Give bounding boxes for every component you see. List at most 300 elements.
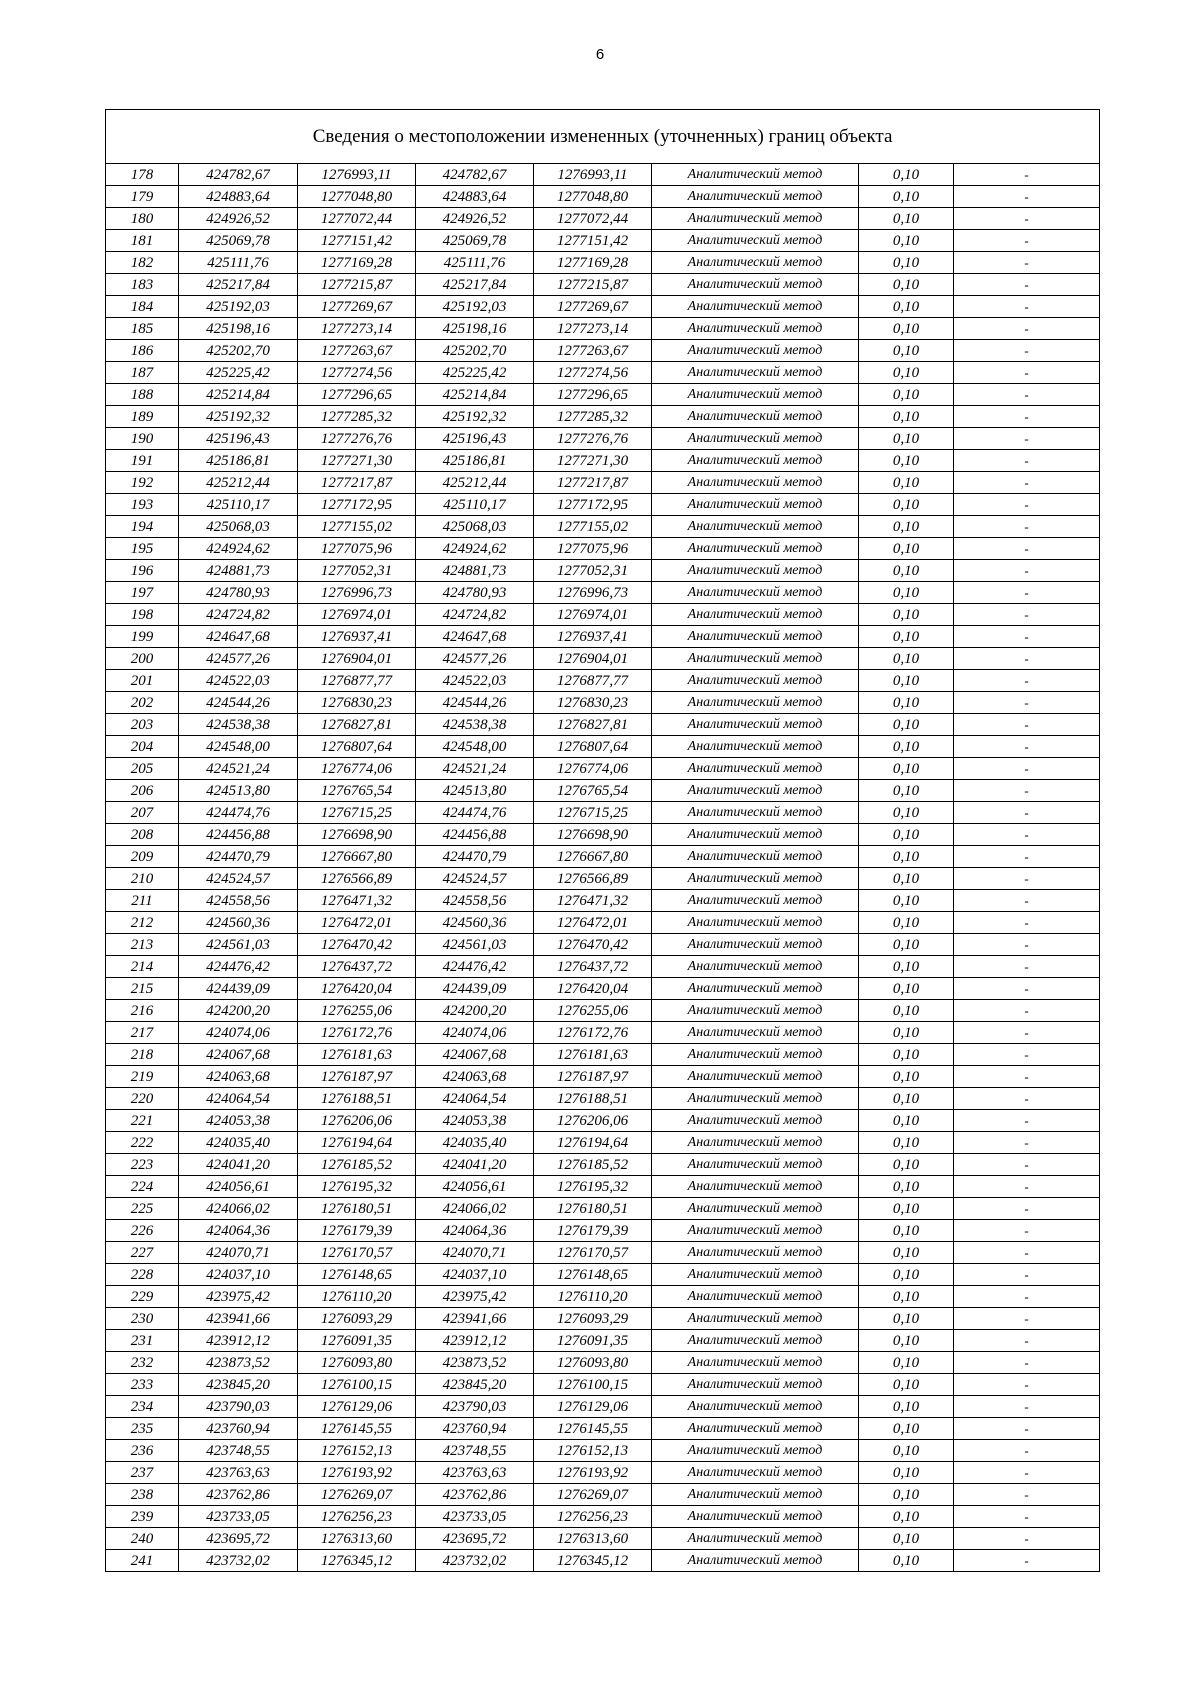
description-cell: - — [954, 868, 1100, 890]
method-cell: Аналитический метод — [652, 1528, 859, 1550]
x-existing-cell: 423748,55 — [179, 1440, 298, 1462]
point-number-cell: 230 — [106, 1308, 179, 1330]
method-cell: Аналитический метод — [652, 1396, 859, 1418]
x-existing-cell: 423760,94 — [179, 1418, 298, 1440]
x-new-cell: 423695,72 — [416, 1528, 534, 1550]
description-cell: - — [954, 318, 1100, 340]
description-cell: - — [954, 1418, 1100, 1440]
x-new-cell: 424883,64 — [416, 186, 534, 208]
y-new-cell: 1276313,60 — [534, 1528, 652, 1550]
table-row — [106, 802, 1100, 824]
x-existing-cell: 423763,63 — [179, 1462, 298, 1484]
method-cell: Аналитический метод — [652, 1484, 859, 1506]
point-number-cell: 226 — [106, 1220, 179, 1242]
y-new-cell: 1276180,51 — [534, 1198, 652, 1220]
method-cell: Аналитический метод — [652, 340, 859, 362]
description-cell: - — [954, 1220, 1100, 1242]
description-cell: - — [954, 1286, 1100, 1308]
description-cell: - — [954, 1462, 1100, 1484]
description-cell: - — [954, 164, 1100, 186]
point-number-cell: 222 — [106, 1132, 179, 1154]
x-existing-cell: 423845,20 — [179, 1374, 298, 1396]
y-new-cell: 1277052,31 — [534, 560, 652, 582]
y-existing-cell: 1276420,04 — [298, 978, 416, 1000]
table-title: Сведения о местоположении измененных (уточненных) границ объекта — [106, 110, 1100, 164]
x-existing-cell: 424924,62 — [179, 538, 298, 560]
method-cell: Аналитический метод — [652, 956, 859, 978]
point-number-cell: 179 — [106, 186, 179, 208]
description-cell: - — [954, 406, 1100, 428]
x-existing-cell: 425110,17 — [179, 494, 298, 516]
x-new-cell: 424041,20 — [416, 1154, 534, 1176]
table-row — [106, 186, 1100, 208]
point-number-cell: 215 — [106, 978, 179, 1000]
y-new-cell: 1277274,56 — [534, 362, 652, 384]
method-cell: Аналитический метод — [652, 252, 859, 274]
x-existing-cell: 423975,42 — [179, 1286, 298, 1308]
x-new-cell: 424560,36 — [416, 912, 534, 934]
description-cell: - — [954, 230, 1100, 252]
y-existing-cell: 1276993,11 — [298, 164, 416, 186]
y-existing-cell: 1276206,06 — [298, 1110, 416, 1132]
y-existing-cell: 1276093,80 — [298, 1352, 416, 1374]
method-cell: Аналитический метод — [652, 1088, 859, 1110]
description-cell: - — [954, 714, 1100, 736]
description-cell: - — [954, 846, 1100, 868]
table-row — [106, 362, 1100, 384]
x-existing-cell: 424647,68 — [179, 626, 298, 648]
x-new-cell: 424782,67 — [416, 164, 534, 186]
y-existing-cell: 1276807,64 — [298, 736, 416, 758]
x-existing-cell: 423790,03 — [179, 1396, 298, 1418]
x-new-cell: 425111,76 — [416, 252, 534, 274]
accuracy-cell: 0,10 — [859, 736, 954, 758]
x-new-cell: 424558,56 — [416, 890, 534, 912]
y-new-cell: 1277151,42 — [534, 230, 652, 252]
accuracy-cell: 0,10 — [859, 186, 954, 208]
y-existing-cell: 1276877,77 — [298, 670, 416, 692]
x-existing-cell: 424577,26 — [179, 648, 298, 670]
y-new-cell: 1277296,65 — [534, 384, 652, 406]
x-new-cell: 423762,86 — [416, 1484, 534, 1506]
table-body — [106, 110, 1100, 1572]
method-cell: Аналитический метод — [652, 538, 859, 560]
x-new-cell: 423760,94 — [416, 1418, 534, 1440]
accuracy-cell: 0,10 — [859, 1088, 954, 1110]
table-row — [106, 560, 1100, 582]
y-existing-cell: 1276345,12 — [298, 1550, 416, 1572]
y-new-cell: 1276100,15 — [534, 1374, 652, 1396]
x-new-cell: 424037,10 — [416, 1264, 534, 1286]
x-new-cell: 425202,70 — [416, 340, 534, 362]
point-number-cell: 213 — [106, 934, 179, 956]
method-cell: Аналитический метод — [652, 1418, 859, 1440]
y-existing-cell: 1277048,80 — [298, 186, 416, 208]
description-cell: - — [954, 604, 1100, 626]
description-cell: - — [954, 1374, 1100, 1396]
x-existing-cell: 424470,79 — [179, 846, 298, 868]
point-number-cell: 217 — [106, 1022, 179, 1044]
description-cell: - — [954, 1242, 1100, 1264]
x-new-cell: 423733,05 — [416, 1506, 534, 1528]
x-new-cell: 424924,62 — [416, 538, 534, 560]
x-existing-cell: 424476,42 — [179, 956, 298, 978]
y-existing-cell: 1277274,56 — [298, 362, 416, 384]
x-existing-cell: 424066,02 — [179, 1198, 298, 1220]
y-new-cell: 1276471,32 — [534, 890, 652, 912]
accuracy-cell: 0,10 — [859, 1154, 954, 1176]
y-new-cell: 1276420,04 — [534, 978, 652, 1000]
point-number-cell: 240 — [106, 1528, 179, 1550]
y-existing-cell: 1276715,25 — [298, 802, 416, 824]
y-new-cell: 1276774,06 — [534, 758, 652, 780]
x-existing-cell: 424780,93 — [179, 582, 298, 604]
x-new-cell: 424521,24 — [416, 758, 534, 780]
y-existing-cell: 1276152,13 — [298, 1440, 416, 1462]
description-cell: - — [954, 1484, 1100, 1506]
description-cell: - — [954, 538, 1100, 560]
point-number-cell: 181 — [106, 230, 179, 252]
description-cell: - — [954, 1176, 1100, 1198]
method-cell: Аналитический метод — [652, 450, 859, 472]
description-cell: - — [954, 1132, 1100, 1154]
accuracy-cell: 0,10 — [859, 1506, 954, 1528]
table-row — [106, 846, 1100, 868]
method-cell: Аналитический метод — [652, 626, 859, 648]
x-existing-cell: 425225,42 — [179, 362, 298, 384]
method-cell: Аналитический метод — [652, 1440, 859, 1462]
y-new-cell: 1276195,32 — [534, 1176, 652, 1198]
table-row — [106, 472, 1100, 494]
table-row — [106, 1066, 1100, 1088]
point-number-cell: 184 — [106, 296, 179, 318]
point-number-cell: 236 — [106, 1440, 179, 1462]
x-new-cell: 423748,55 — [416, 1440, 534, 1462]
description-cell: - — [954, 1352, 1100, 1374]
point-number-cell: 196 — [106, 560, 179, 582]
y-existing-cell: 1277155,02 — [298, 516, 416, 538]
description-cell: - — [954, 1506, 1100, 1528]
method-cell: Аналитический метод — [652, 1308, 859, 1330]
y-new-cell: 1276667,80 — [534, 846, 652, 868]
y-new-cell: 1277269,67 — [534, 296, 652, 318]
description-cell: - — [954, 1396, 1100, 1418]
y-existing-cell: 1277215,87 — [298, 274, 416, 296]
method-cell: Аналитический метод — [652, 1374, 859, 1396]
x-new-cell: 424647,68 — [416, 626, 534, 648]
table-row — [106, 428, 1100, 450]
x-existing-cell: 424560,36 — [179, 912, 298, 934]
x-new-cell: 424476,42 — [416, 956, 534, 978]
y-new-cell: 1276256,23 — [534, 1506, 652, 1528]
x-new-cell: 425192,03 — [416, 296, 534, 318]
table-row — [106, 1352, 1100, 1374]
table-row — [106, 1462, 1100, 1484]
x-existing-cell: 425069,78 — [179, 230, 298, 252]
method-cell: Аналитический метод — [652, 1264, 859, 1286]
table-row — [106, 318, 1100, 340]
x-existing-cell: 423873,52 — [179, 1352, 298, 1374]
accuracy-cell: 0,10 — [859, 956, 954, 978]
method-cell: Аналитический метод — [652, 758, 859, 780]
x-new-cell: 424074,06 — [416, 1022, 534, 1044]
point-number-cell: 239 — [106, 1506, 179, 1528]
x-existing-cell: 424522,03 — [179, 670, 298, 692]
y-new-cell: 1276345,12 — [534, 1550, 652, 1572]
accuracy-cell: 0,10 — [859, 1110, 954, 1132]
accuracy-cell: 0,10 — [859, 164, 954, 186]
y-new-cell: 1277072,44 — [534, 208, 652, 230]
y-existing-cell: 1277052,31 — [298, 560, 416, 582]
y-existing-cell: 1276180,51 — [298, 1198, 416, 1220]
y-existing-cell: 1277169,28 — [298, 252, 416, 274]
x-existing-cell: 425192,03 — [179, 296, 298, 318]
x-new-cell: 423732,02 — [416, 1550, 534, 1572]
x-new-cell: 424513,80 — [416, 780, 534, 802]
point-number-cell: 186 — [106, 340, 179, 362]
x-new-cell: 424544,26 — [416, 692, 534, 714]
table-row — [106, 934, 1100, 956]
y-existing-cell: 1276698,90 — [298, 824, 416, 846]
x-existing-cell: 424070,71 — [179, 1242, 298, 1264]
x-existing-cell: 425217,84 — [179, 274, 298, 296]
point-number-cell: 183 — [106, 274, 179, 296]
y-existing-cell: 1276937,41 — [298, 626, 416, 648]
point-number-cell: 211 — [106, 890, 179, 912]
point-number-cell: 198 — [106, 604, 179, 626]
table-row — [106, 164, 1100, 186]
x-existing-cell: 424561,03 — [179, 934, 298, 956]
x-new-cell: 424066,02 — [416, 1198, 534, 1220]
table-row — [106, 1000, 1100, 1022]
description-cell: - — [954, 1022, 1100, 1044]
accuracy-cell: 0,10 — [859, 912, 954, 934]
table-row — [106, 1264, 1100, 1286]
x-existing-cell: 425212,44 — [179, 472, 298, 494]
point-number-cell: 227 — [106, 1242, 179, 1264]
y-new-cell: 1276974,01 — [534, 604, 652, 626]
description-cell: - — [954, 780, 1100, 802]
point-number-cell: 195 — [106, 538, 179, 560]
method-cell: Аналитический метод — [652, 494, 859, 516]
method-cell: Аналитический метод — [652, 802, 859, 824]
y-new-cell: 1276206,06 — [534, 1110, 652, 1132]
y-new-cell: 1276255,06 — [534, 1000, 652, 1022]
x-new-cell: 423845,20 — [416, 1374, 534, 1396]
table-row — [106, 1308, 1100, 1330]
point-number-cell: 208 — [106, 824, 179, 846]
table-row — [106, 1484, 1100, 1506]
y-new-cell: 1276269,07 — [534, 1484, 652, 1506]
y-existing-cell: 1276093,29 — [298, 1308, 416, 1330]
description-cell: - — [954, 1528, 1100, 1550]
y-existing-cell: 1276472,01 — [298, 912, 416, 934]
x-new-cell: 424470,79 — [416, 846, 534, 868]
accuracy-cell: 0,10 — [859, 714, 954, 736]
y-new-cell: 1277273,14 — [534, 318, 652, 340]
accuracy-cell: 0,10 — [859, 560, 954, 582]
accuracy-cell: 0,10 — [859, 648, 954, 670]
method-cell: Аналитический метод — [652, 1242, 859, 1264]
x-existing-cell: 424881,73 — [179, 560, 298, 582]
point-number-cell: 180 — [106, 208, 179, 230]
method-cell: Аналитический метод — [652, 1462, 859, 1484]
description-cell: - — [954, 428, 1100, 450]
y-new-cell: 1277263,67 — [534, 340, 652, 362]
y-new-cell: 1276996,73 — [534, 582, 652, 604]
method-cell: Аналитический метод — [652, 1220, 859, 1242]
y-new-cell: 1277276,76 — [534, 428, 652, 450]
y-existing-cell: 1277172,95 — [298, 494, 416, 516]
y-existing-cell: 1277217,87 — [298, 472, 416, 494]
table-row — [106, 208, 1100, 230]
accuracy-cell: 0,10 — [859, 780, 954, 802]
method-cell: Аналитический метод — [652, 582, 859, 604]
y-new-cell: 1276145,55 — [534, 1418, 652, 1440]
accuracy-cell: 0,10 — [859, 274, 954, 296]
y-new-cell: 1276187,97 — [534, 1066, 652, 1088]
accuracy-cell: 0,10 — [859, 868, 954, 890]
x-new-cell: 424070,71 — [416, 1242, 534, 1264]
description-cell: - — [954, 670, 1100, 692]
y-new-cell: 1277172,95 — [534, 494, 652, 516]
boundary-coordinates-table — [105, 109, 1100, 1572]
y-new-cell: 1276470,42 — [534, 934, 652, 956]
method-cell: Аналитический метод — [652, 164, 859, 186]
x-new-cell: 424056,61 — [416, 1176, 534, 1198]
point-number-cell: 209 — [106, 846, 179, 868]
y-new-cell: 1277155,02 — [534, 516, 652, 538]
x-new-cell: 424439,09 — [416, 978, 534, 1000]
point-number-cell: 218 — [106, 1044, 179, 1066]
description-cell: - — [954, 274, 1100, 296]
x-existing-cell: 425202,70 — [179, 340, 298, 362]
description-cell: - — [954, 582, 1100, 604]
accuracy-cell: 0,10 — [859, 494, 954, 516]
x-existing-cell: 424063,68 — [179, 1066, 298, 1088]
table-row — [106, 1506, 1100, 1528]
y-new-cell: 1276091,35 — [534, 1330, 652, 1352]
point-number-cell: 235 — [106, 1418, 179, 1440]
point-number-cell: 206 — [106, 780, 179, 802]
accuracy-cell: 0,10 — [859, 758, 954, 780]
method-cell: Аналитический метод — [652, 1550, 859, 1572]
y-existing-cell: 1276255,06 — [298, 1000, 416, 1022]
method-cell: Аналитический метод — [652, 868, 859, 890]
table-row — [106, 692, 1100, 714]
y-existing-cell: 1276774,06 — [298, 758, 416, 780]
accuracy-cell: 0,10 — [859, 1066, 954, 1088]
y-new-cell: 1276179,39 — [534, 1220, 652, 1242]
y-new-cell: 1277075,96 — [534, 538, 652, 560]
description-cell: - — [954, 1110, 1100, 1132]
x-existing-cell: 423732,02 — [179, 1550, 298, 1572]
x-new-cell: 424780,93 — [416, 582, 534, 604]
y-existing-cell: 1276188,51 — [298, 1088, 416, 1110]
accuracy-cell: 0,10 — [859, 824, 954, 846]
x-new-cell: 424577,26 — [416, 648, 534, 670]
x-existing-cell: 424200,20 — [179, 1000, 298, 1022]
table-row — [106, 252, 1100, 274]
accuracy-cell: 0,10 — [859, 230, 954, 252]
x-new-cell: 424724,82 — [416, 604, 534, 626]
accuracy-cell: 0,10 — [859, 340, 954, 362]
y-new-cell: 1277215,87 — [534, 274, 652, 296]
y-existing-cell: 1277271,30 — [298, 450, 416, 472]
table-row — [106, 494, 1100, 516]
method-cell: Аналитический метод — [652, 736, 859, 758]
point-number-cell: 201 — [106, 670, 179, 692]
point-number-cell: 221 — [106, 1110, 179, 1132]
description-cell: - — [954, 1066, 1100, 1088]
y-new-cell: 1277271,30 — [534, 450, 652, 472]
point-number-cell: 212 — [106, 912, 179, 934]
x-existing-cell: 424439,09 — [179, 978, 298, 1000]
x-existing-cell: 424064,36 — [179, 1220, 298, 1242]
accuracy-cell: 0,10 — [859, 362, 954, 384]
point-number-cell: 199 — [106, 626, 179, 648]
x-new-cell: 423941,66 — [416, 1308, 534, 1330]
method-cell: Аналитический метод — [652, 978, 859, 1000]
y-existing-cell: 1276110,20 — [298, 1286, 416, 1308]
table-row — [106, 516, 1100, 538]
table-row — [106, 230, 1100, 252]
y-new-cell: 1276170,57 — [534, 1242, 652, 1264]
accuracy-cell: 0,10 — [859, 1308, 954, 1330]
accuracy-cell: 0,10 — [859, 1418, 954, 1440]
y-new-cell: 1276110,20 — [534, 1286, 652, 1308]
description-cell: - — [954, 1440, 1100, 1462]
y-existing-cell: 1276195,32 — [298, 1176, 416, 1198]
method-cell: Аналитический метод — [652, 406, 859, 428]
method-cell: Аналитический метод — [652, 516, 859, 538]
point-number-cell: 191 — [106, 450, 179, 472]
description-cell: - — [954, 890, 1100, 912]
method-cell: Аналитический метод — [652, 472, 859, 494]
method-cell: Аналитический метод — [652, 1044, 859, 1066]
table-row — [106, 406, 1100, 428]
table-row — [106, 604, 1100, 626]
point-number-cell: 193 — [106, 494, 179, 516]
x-existing-cell: 425198,16 — [179, 318, 298, 340]
table-row — [106, 648, 1100, 670]
x-existing-cell: 424782,67 — [179, 164, 298, 186]
method-cell: Аналитический метод — [652, 186, 859, 208]
point-number-cell: 202 — [106, 692, 179, 714]
y-new-cell: 1277169,28 — [534, 252, 652, 274]
y-new-cell: 1277285,32 — [534, 406, 652, 428]
x-new-cell: 423912,12 — [416, 1330, 534, 1352]
y-new-cell: 1276093,29 — [534, 1308, 652, 1330]
x-new-cell: 424035,40 — [416, 1132, 534, 1154]
point-number-cell: 187 — [106, 362, 179, 384]
description-cell: - — [954, 956, 1100, 978]
x-existing-cell: 425214,84 — [179, 384, 298, 406]
method-cell: Аналитический метод — [652, 362, 859, 384]
table-row — [106, 912, 1100, 934]
y-existing-cell: 1276100,15 — [298, 1374, 416, 1396]
table-row — [106, 1044, 1100, 1066]
description-cell: - — [954, 912, 1100, 934]
y-new-cell: 1276093,80 — [534, 1352, 652, 1374]
y-new-cell: 1276472,01 — [534, 912, 652, 934]
accuracy-cell: 0,10 — [859, 1396, 954, 1418]
method-cell: Аналитический метод — [652, 1132, 859, 1154]
table-row — [106, 1374, 1100, 1396]
method-cell: Аналитический метод — [652, 846, 859, 868]
method-cell: Аналитический метод — [652, 274, 859, 296]
description-cell: - — [954, 560, 1100, 582]
